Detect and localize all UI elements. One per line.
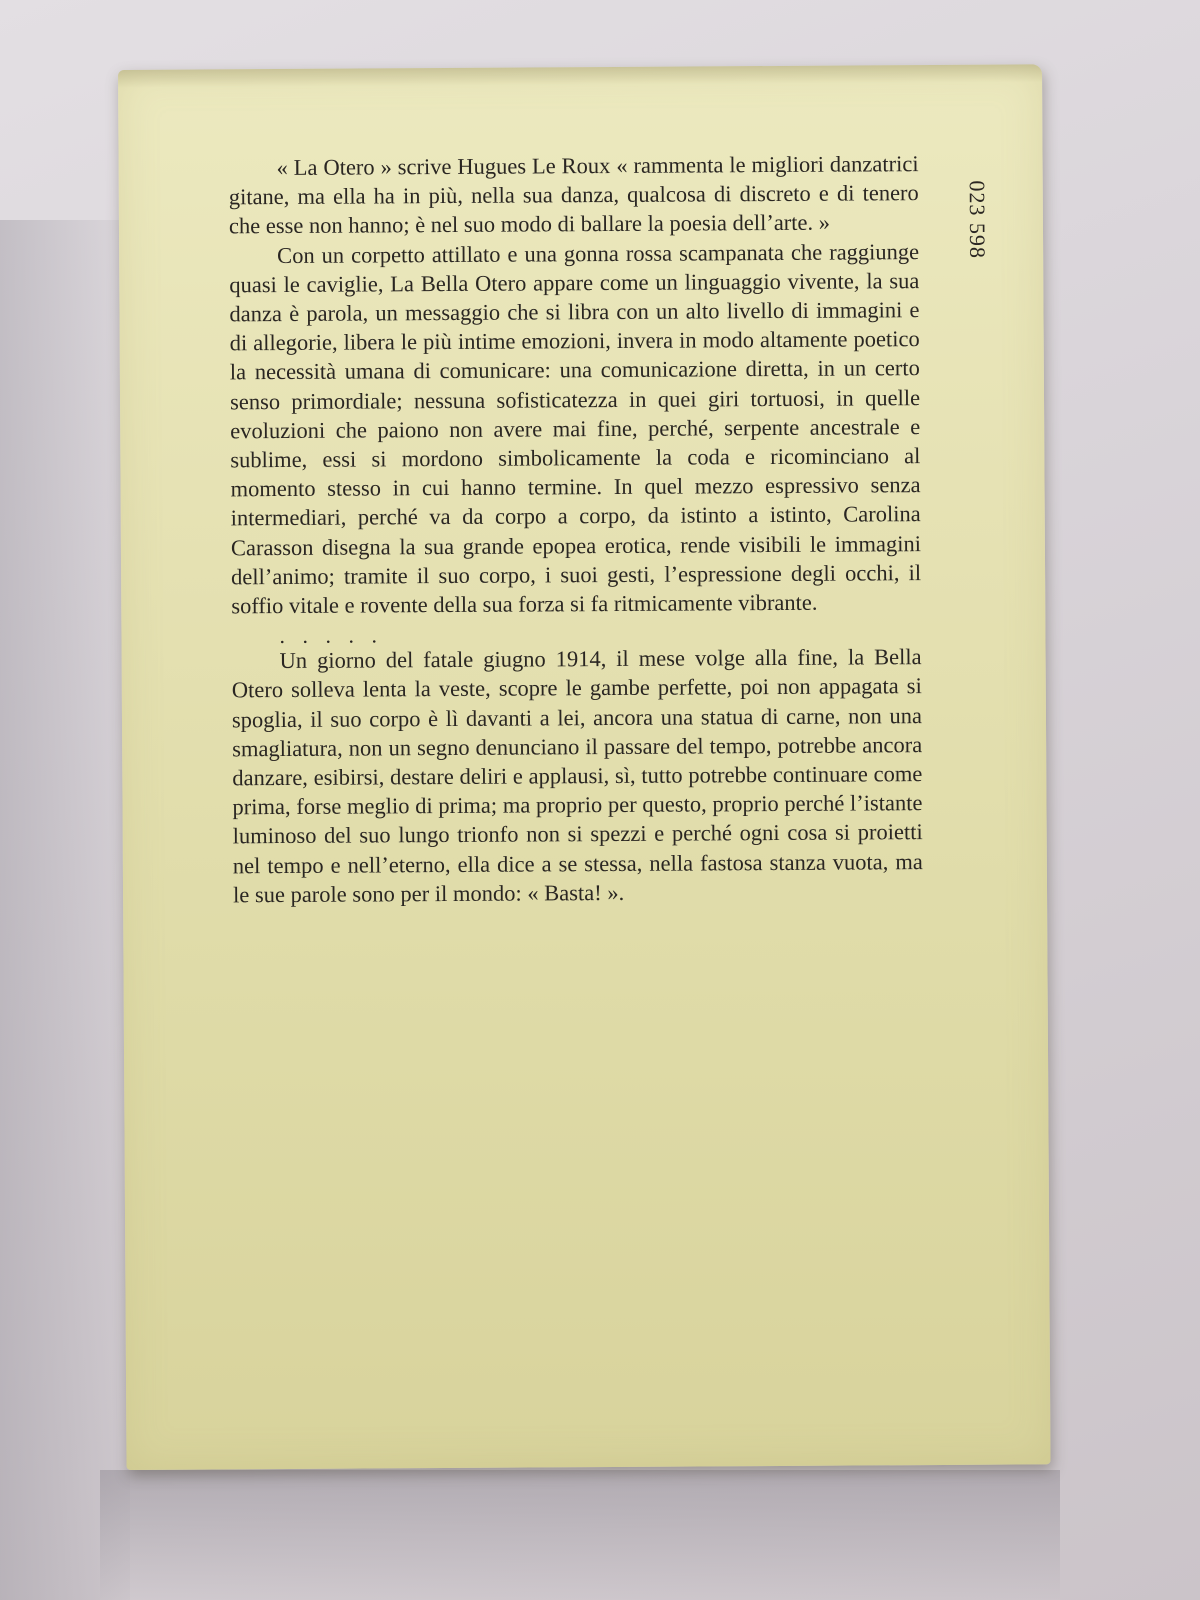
paragraph-ending: Un giorno del fatale giugno 1914, il mese volge alla fine, la Bella Otero solleva lenta la veste, scopre le gambe perfette, poi non appagata si spoglia, il suo corpo è lì davanti a lei, ancora una statua di carne, non una smagliatura, non un segno denunciano il passare del tempo, potrebbe ancora danzare, esibirsi, destare deliri e applausi, sì, tutto potrebbe continuare come prima, forse meglio di prima; ma proprio per questo, proprio perché l’istante luminoso del suo lungo trionfo non si spezzi e perché ogni cosa si proietti nel tempo e nell’eterno, ella dice a se stessa, nella fastosa stanza vuota, ma le sue parole sono per il mondo: « Basta! ».: [231, 644, 923, 908]
catalog-number: [957, 160, 998, 280]
blurb-text: [229, 149, 924, 909]
section-separator: . . . . .: [279, 622, 384, 649]
book-shadow-bottom: [100, 1470, 1060, 1600]
table-shadow-left: [0, 220, 130, 1600]
paragraph-quote: « La Otero » scrive Hugues Le Roux « rammenta le migliori danzatrici gitane, ma ella ha in più, nella sua danza, qualcosa di discreto e di tenero che esse non hanno; è nel suo modo di ballare la poesia dell’arte. »: [228, 151, 919, 239]
catalog-number-text: 023 598: [964, 180, 991, 260]
paragraph-dance: Con un corpetto attillato e una gonna rossa scampanata che raggiunge quasi le caviglie, La Bella Otero appare come un linguaggio vivente, la sua danza è parola, un messaggio che si libra con un alto livello di immagini e di allegorie, libera le più intime emozioni, invera in modo altamente poetico la necessità umana di comunicare: una comunicazione diretta, in un certo senso primordiale; nessuna sofisticatezza in quei giri tortuosi, in quelle evoluzioni che paiono non avere mai fine, perché, serpente ancestrale e sublime, essi si mordono simbolicamente la coda e ricominciano al momento stesso in cui hanno termine. In quel mezzo espressivo senza intermediari, perché va da corpo a corpo, da istinto a istinto, Carolina Carasson disegna la sua grande epopea erotica, rende visibili le immagini dell’animo; tramite il suo corpo, i suoi gesti, l’espressione degli occhi, il soffio vitale e rovente della sua forza si fa ritmicamente vibrante.: [229, 238, 922, 619]
book-back-cover: [118, 64, 1051, 1470]
